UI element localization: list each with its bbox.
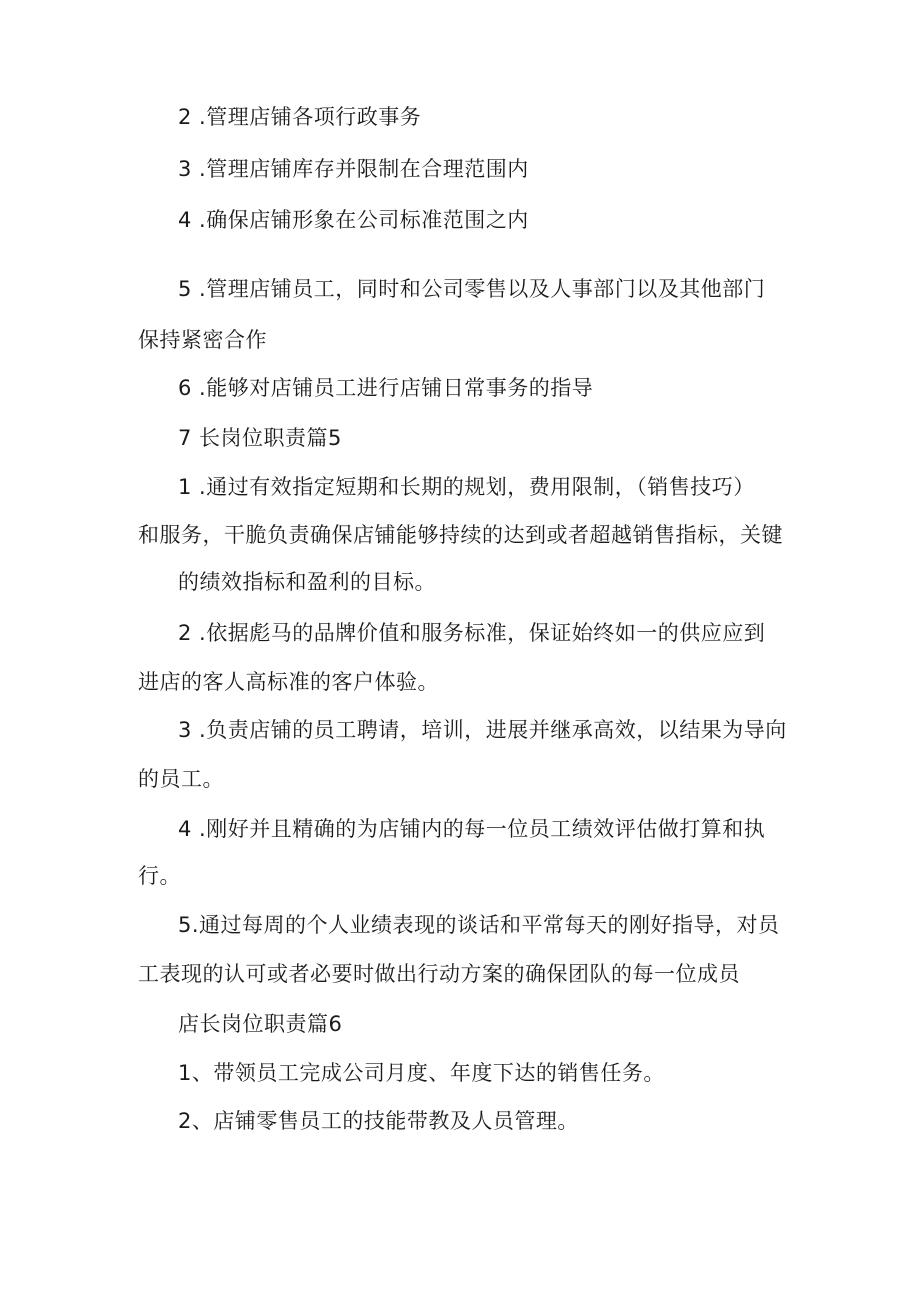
heading-text: 长岗位职责篇5: [191, 426, 342, 450]
list-item-continuation: [138, 668, 439, 696]
list-item: [178, 473, 755, 501]
item-text: .管理店铺各项行政事务: [191, 105, 422, 129]
item-number: 7: [178, 426, 192, 450]
item-text: 、店铺零售员工的技能带教及人员管理。: [191, 1109, 579, 1133]
list-item: [178, 155, 529, 183]
list-item: [178, 815, 765, 843]
list-item-continuation: [138, 326, 267, 354]
heading-text: 店长岗位职责篇6: [178, 1012, 343, 1036]
item-number: 5: [178, 277, 192, 301]
section-heading: [178, 424, 342, 452]
list-item: [178, 716, 787, 744]
list-item-continuation: [138, 960, 740, 988]
item-text: .能够对店铺员工进行店铺日常事务的指导: [191, 376, 594, 400]
item-text: 、带领员工完成公司月度、年度下达的销售任务。: [191, 1061, 665, 1085]
item-number: 6: [178, 376, 192, 400]
item-text: 和服务，干脆负责确保店铺能够持续的达到或者超越销售指标，关键: [138, 523, 783, 547]
item-text: 工表现的认可或者必要时做出行动方案的确保团队的每一位成员: [138, 962, 740, 986]
item-text: 的绩效指标和盈利的目标。: [178, 570, 436, 594]
item-number: 1: [178, 1061, 192, 1085]
item-number: 1: [178, 475, 192, 499]
item-text: 的员工。: [138, 767, 224, 791]
list-item: [178, 275, 765, 303]
item-text: .通过有效指定短期和长期的规划，费用限制，（销售技巧）: [191, 475, 755, 499]
item-number: 2: [178, 621, 192, 645]
list-item: [178, 911, 780, 939]
list-item: [178, 1107, 579, 1135]
item-text: .管理店铺员工，同时和公司零售以及人事部门以及其他部门: [191, 277, 766, 301]
item-text: .刚好并且精确的为店铺内的每一位员工绩效评估做打算和执: [191, 817, 766, 841]
item-number: 2: [178, 1109, 192, 1133]
list-item: [178, 619, 765, 647]
item-number: 4: [178, 208, 192, 232]
item-text: .确保店铺形象在公司标准范围之内: [191, 208, 529, 232]
list-item-continuation: [138, 521, 783, 549]
item-text: 行。: [138, 864, 181, 888]
item-text: .管理店铺库存并限制在合理范围内: [191, 157, 529, 181]
item-text: 进店的客人高标准的客户体验。: [138, 670, 439, 694]
list-item: [178, 374, 593, 402]
list-item-continuation: [138, 765, 224, 793]
item-text: 保持紧密合作: [138, 328, 267, 352]
list-item-continuation: [138, 862, 181, 890]
item-text: .负责店铺的员工聘请，培训，进展并继承高效，以结果为导向: [191, 718, 787, 742]
list-item: [178, 206, 529, 234]
list-item: [178, 103, 421, 131]
item-number: 4: [178, 817, 192, 841]
list-item-continuation: [178, 568, 436, 596]
item-number: 5: [178, 913, 192, 937]
section-heading: [178, 1010, 342, 1038]
item-number: 3: [178, 718, 192, 742]
item-number: 3: [178, 157, 192, 181]
list-item: [178, 1059, 665, 1087]
item-text: .通过每周的个人业绩表现的谈话和平常每天的刚好指导，对员: [191, 913, 780, 937]
item-number: 2: [178, 105, 192, 129]
item-text: .依据彪马的品牌价值和服务标准，保证始终如一的供应应到: [191, 621, 766, 645]
